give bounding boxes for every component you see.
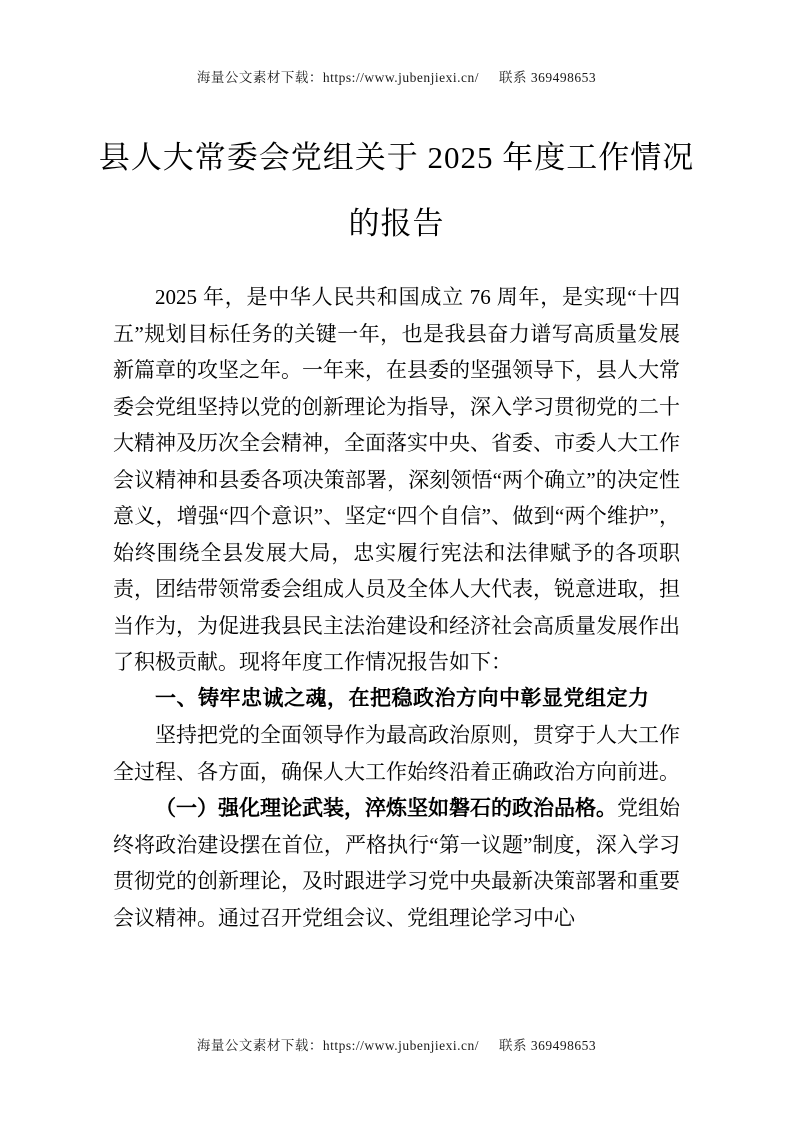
document-title-line-1: 县人大常委会党组关于 2025 年度工作情况 [98, 140, 695, 175]
document-body [113, 279, 680, 936]
watermark-contact: 联系 369498653 [498, 1038, 597, 1053]
watermark-url: https://www.jubenjiexi.cn/ [322, 70, 479, 85]
section-1-heading: 一、铸牢忠诚之魂，在把稳政治方向中彰显党组定力 [155, 686, 650, 710]
footer-watermark [0, 1037, 793, 1054]
watermark-label: 海量公文素材下载： [196, 1038, 323, 1053]
subsection-1-lead: （一）强化理论武装，淬炼坚如磐石的政治品格。 [155, 796, 617, 820]
watermark-contact: 联系 369498653 [498, 70, 597, 85]
header-watermark [0, 69, 793, 86]
watermark-label: 海量公文素材下载： [196, 70, 323, 85]
document-title-line-2: 的报告 [348, 206, 445, 241]
paragraph-section-1-body: 坚持把党的全面领导作为最高政治原则，贯穿于人大工作全过程、各方面，确保人大工作始终沿着正确政治方向前进。 [113, 723, 680, 784]
paragraph-subsection-1 [113, 790, 680, 936]
watermark-url: https://www.jubenjiexi.cn/ [322, 1038, 479, 1053]
subsection-1-text: 党组始终将政治建设摆在首位，严格执行“第一议题”制度，深入学习贯彻党的创新理论，及时跟进学习党中央最新决策部署和重要会议精神。通过召开党组会议、党组理论学习中心 [113, 796, 680, 930]
document-title [0, 125, 793, 257]
paragraph-intro: 2025 年，是中华人民共和国成立 76 周年，是实现“十四五”规划目标任务的关键一年，也是我县奋力谱写高质量发展新篇章的攻坚之年。一年来，在县委的坚强领导下，县人大常委会党组坚持以党的创新理论为指导，深入学习贯彻党的二十大精神及历次全会精神，全面落实中央、省委、市委人大工作会议精神和县委各项决策部署，深刻领悟“两个确立”的决定性意义，增强“四个意识”、坚定“四个自信”、做到“两个维护”，始终围绕全县发展大局，忠实履行宪法和法律赋予的各项职责，团结带领常委会组成人员及全体人大代表，锐意进取，担当作为，为促进我县民主法治建设和经济社会高质量发展作出了积极贡献。现将年度工作情况报告如下： [113, 285, 680, 674]
